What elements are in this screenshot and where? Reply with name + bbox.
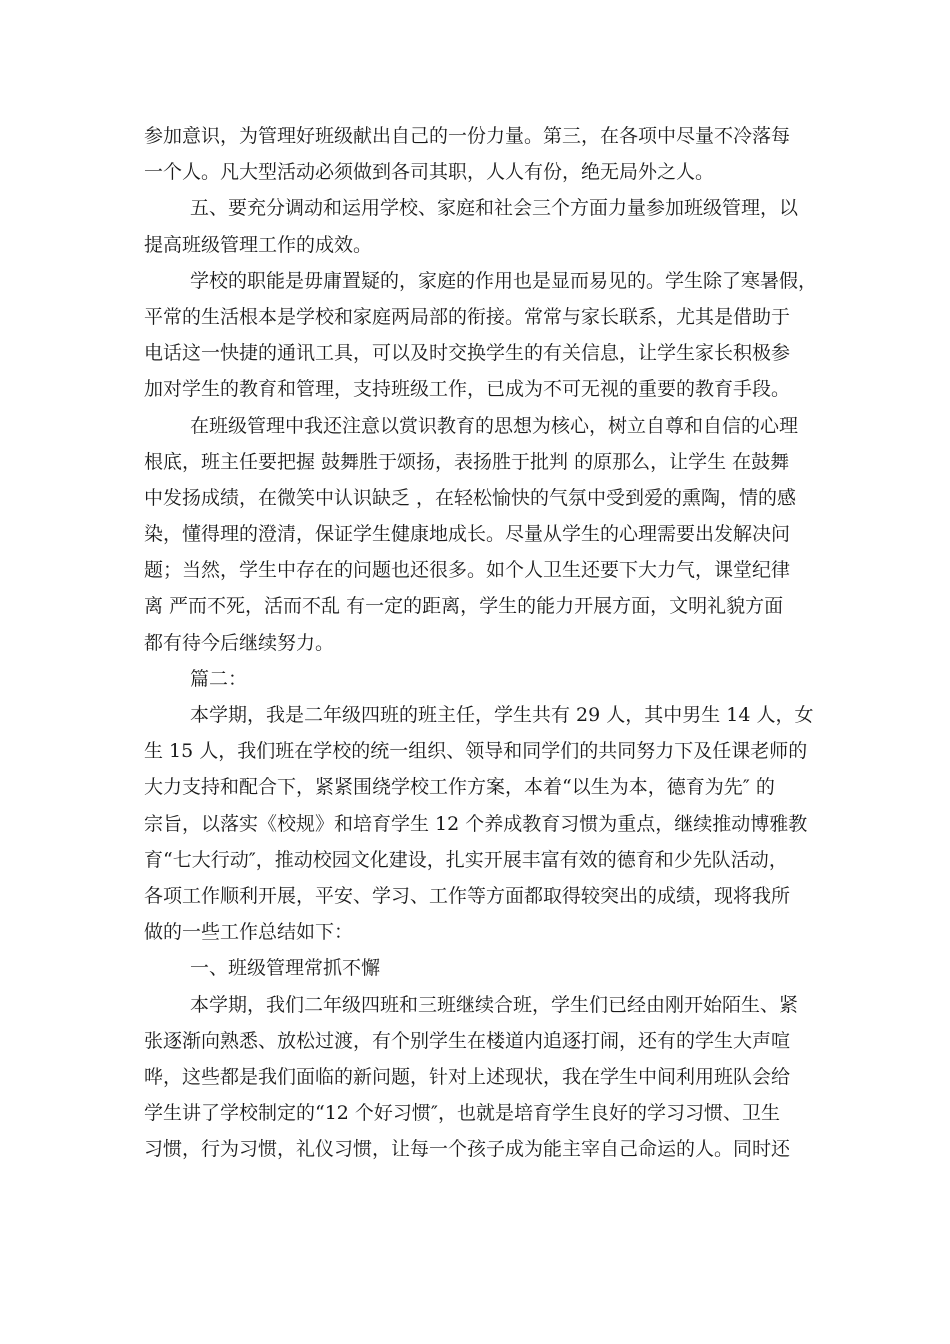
text-line: 平常的生活根本是学校和家庭两局部的衔接。常常与家长联系，尤其是借助于 — [144, 305, 791, 328]
text-line: 篇二： — [190, 667, 248, 690]
text-line: 五、要充分调动和运用学校、家庭和社会三个方面力量参加班级管理，以 — [190, 197, 799, 220]
text-line: 本学期，我们二年级四班和三班继续合班，学生们已经由刚开始陌生、紧 — [190, 993, 799, 1016]
text-line: 中发扬成绩，在微笑中认识缺乏 ，在轻松愉快的气氛中受到爱的熏陶，情的感 — [144, 486, 797, 509]
text-line: 一、班级管理常抓不懈 — [190, 957, 381, 980]
text-line: 提高班级管理工作的成效。 — [144, 233, 373, 256]
text-line: 大力支持和配合下，紧紧围绕学校工作方案，本着“以生为本，德育为先″ 的 — [144, 776, 775, 799]
text-line: 根底，班主任要把握 鼓舞胜于颂扬，表扬胜于批判 的原那么，让学生 在鼓舞 — [144, 450, 790, 473]
text-line: 学校的职能是毋庸置疑的，家庭的作用也是显而易见的。学生除了寒暑假， — [190, 269, 818, 292]
text-line: 染，懂得理的澄清，保证学生健康地成长。尽量从学生的心理需要出发解决问 — [144, 523, 791, 546]
text-line: 加对学生的教育和管理，支持班级工作，已成为不可无视的重要的教育手段。 — [144, 378, 791, 401]
text-line: 张逐渐向熟悉、放松过渡，有个别学生在楼道内追逐打闹，还有的学生大声喧 — [144, 1029, 791, 1052]
text-line: 在班级管理中我还注意以赏识教育的思想为核心，树立自尊和自信的心理 — [190, 414, 799, 437]
text-line: 育“七大行动″，推动校园文化建设，扎实开展丰富有效的德育和少先队活动， — [144, 848, 788, 871]
text-line: 生 15 人，我们班在学校的统一组织、领导和同学们的共同努力下及任课老师的 — [144, 740, 808, 763]
text-line: 各项工作顺利开展，平安、学习、工作等方面都取得较突出的成绩，现将我所 — [144, 884, 791, 907]
text-line: 都有待今后继续努力。 — [144, 631, 335, 654]
text-line: 参加意识，为管理好班级献出自己的一份力量。第三，在各项中尽量不冷落每 — [144, 125, 791, 147]
text-line: 学生讲了学校制定的“12 个好习惯″，也就是培育学生良好的学习习惯、卫生 — [144, 1102, 781, 1125]
text-line: 宗旨，以落实《校规》和培育学生 12 个养成教育习惯为重点，继续推动博雅教 — [144, 812, 808, 835]
text-line: 离 严而不死，活而不乱 有一定的距离，学生的能力开展方面，文明礼貌方面 — [144, 595, 784, 618]
text-line: 题；当然，学生中存在的问题也还很多。如个人卫生还要下大力气，课堂纪律 — [144, 559, 791, 582]
text-line: 习惯，行为习惯，礼仪习惯，让每一个孩子成为能主宰自己命运的人。同时还 — [144, 1138, 791, 1161]
text-line: 做的一些工作总结如下： — [144, 921, 354, 944]
document-body-text — [144, 118, 818, 1167]
text-line: 本学期，我是二年级四班的班主任，学生共有 29 人，其中男生 14 人，女 — [190, 704, 814, 726]
text-line: 哗，这些都是我们面临的新问题，针对上述现状，我在学生中间利用班队会给 — [144, 1065, 791, 1088]
text-line: 电话这一快捷的通讯工具，可以及时交换学生的有关信息，让学生家长积极参 — [144, 342, 791, 365]
text-line: 一个人。凡大型活动必须做到各司其职，人人有份，绝无局外之人。 — [144, 161, 715, 184]
